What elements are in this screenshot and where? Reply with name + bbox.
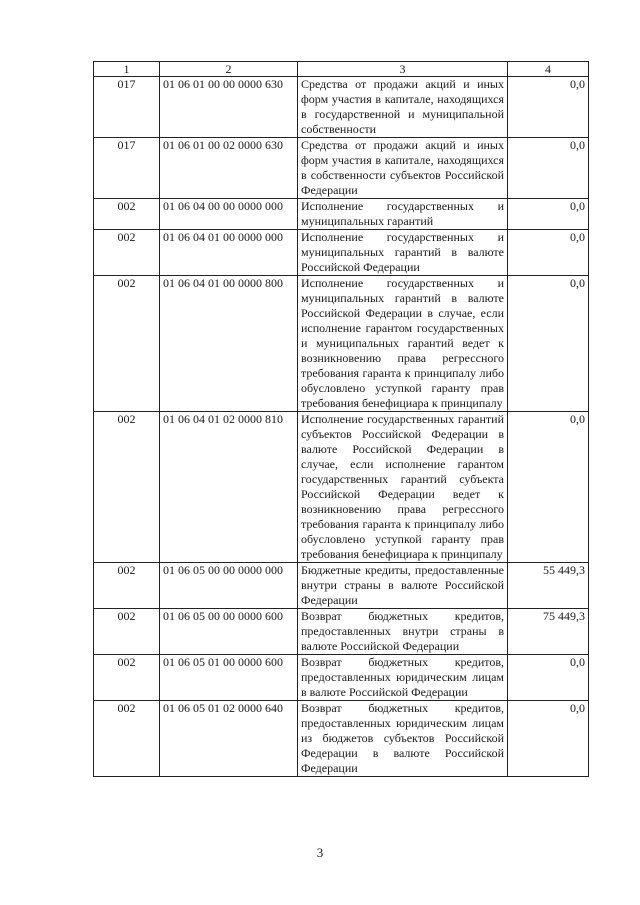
- column-header-4: 4: [508, 62, 589, 77]
- row-name: Возврат бюджетных кредитов, предоставленных юридическим лицам из бюджетов субъектов Российской Федерации в валюте Российской Федерации: [298, 701, 508, 777]
- row-classification-code: 01 06 05 00 00 0000 000: [160, 563, 298, 609]
- row-classification-code: 01 06 04 01 00 0000 000: [160, 230, 298, 276]
- column-header-2: 2: [160, 62, 298, 77]
- table-row: [94, 609, 589, 655]
- row-classification-code: 01 06 05 01 00 0000 600: [160, 655, 298, 701]
- row-classification-code: 01 06 01 00 02 0000 630: [160, 138, 298, 199]
- row-classification-code: 01 06 05 00 00 0000 600: [160, 609, 298, 655]
- row-name: Исполнение государственных и муниципальных гарантий: [298, 199, 508, 230]
- row-name: Исполнение государственных гарантий субъектов Российской Федерации в валюте Российской Федерации в случае, если исполнение гарантом государственных гарантий субъекта Российской Федерации ведет к возникновению права регрессного требования гаранта к принципалу либо обусловлено уступкой гаранту прав требования бенефициара к принципалу: [298, 412, 508, 563]
- row-budget-code: 002: [94, 563, 160, 609]
- row-budget-code: 002: [94, 199, 160, 230]
- row-classification-code: 01 06 04 01 00 0000 800: [160, 276, 298, 412]
- table-body: [94, 77, 589, 777]
- row-budget-code: 002: [94, 655, 160, 701]
- table-row: [94, 655, 589, 701]
- row-amount: 0,0: [508, 276, 589, 412]
- row-budget-code: 002: [94, 230, 160, 276]
- row-amount: 0,0: [508, 701, 589, 777]
- row-name: Средства от продажи акций и иных форм участия в капитале, находящихся в государственной и муниципальной собственности: [298, 77, 508, 138]
- row-name: Средства от продажи акций и иных форм участия в капитале, находящихся в собственности субъектов Российской Федерации: [298, 138, 508, 199]
- row-classification-code: 01 06 05 01 02 0000 640: [160, 701, 298, 777]
- row-amount: 0,0: [508, 77, 589, 138]
- row-amount: 0,0: [508, 199, 589, 230]
- table-row: [94, 77, 589, 138]
- row-name: Возврат бюджетных кредитов, предоставленных внутри страны в валюте Российской Федерации: [298, 609, 508, 655]
- table-row: [94, 276, 589, 412]
- row-amount: 55 449,3: [508, 563, 589, 609]
- row-classification-code: 01 06 04 01 02 0000 810: [160, 412, 298, 563]
- row-classification-code: 01 06 01 00 00 0000 630: [160, 77, 298, 138]
- row-amount: 0,0: [508, 655, 589, 701]
- table-row: [94, 701, 589, 777]
- row-budget-code: 017: [94, 138, 160, 199]
- table-row: [94, 230, 589, 276]
- table-row: [94, 563, 589, 609]
- row-name: Исполнение государственных и муниципальных гарантий в валюте Российской Федерации в случае, если исполнение гарантом государственных и муниципальных гарантий ведет к возникновению права регрессного требования гаранта к принципалу либо обусловлено уступкой гаранту прав требования бенефициара к принципалу: [298, 276, 508, 412]
- table-header-row: [94, 62, 589, 77]
- column-header-3: 3: [298, 62, 508, 77]
- row-budget-code: 002: [94, 412, 160, 563]
- row-amount: 0,0: [508, 138, 589, 199]
- row-budget-code: 017: [94, 77, 160, 138]
- table-row: [94, 412, 589, 563]
- table-row: [94, 199, 589, 230]
- row-name: Бюджетные кредиты, предоставленные внутри страны в валюте Российской Федерации: [298, 563, 508, 609]
- table-row: [94, 138, 589, 199]
- row-budget-code: 002: [94, 701, 160, 777]
- row-amount: 75 449,3: [508, 609, 589, 655]
- row-amount: 0,0: [508, 412, 589, 563]
- row-name: Исполнение государственных и муниципальных гарантий в валюте Российской Федерации: [298, 230, 508, 276]
- row-classification-code: 01 06 04 00 00 0000 000: [160, 199, 298, 230]
- budget-sources-table: [93, 61, 589, 777]
- page-number: 3: [316, 845, 324, 860]
- row-budget-code: 002: [94, 276, 160, 412]
- row-budget-code: 002: [94, 609, 160, 655]
- row-name: Возврат бюджетных кредитов, предоставленных юридическим лицам в валюте Российской Федерации: [298, 655, 508, 701]
- row-amount: 0,0: [508, 230, 589, 276]
- column-header-1: 1: [94, 62, 160, 77]
